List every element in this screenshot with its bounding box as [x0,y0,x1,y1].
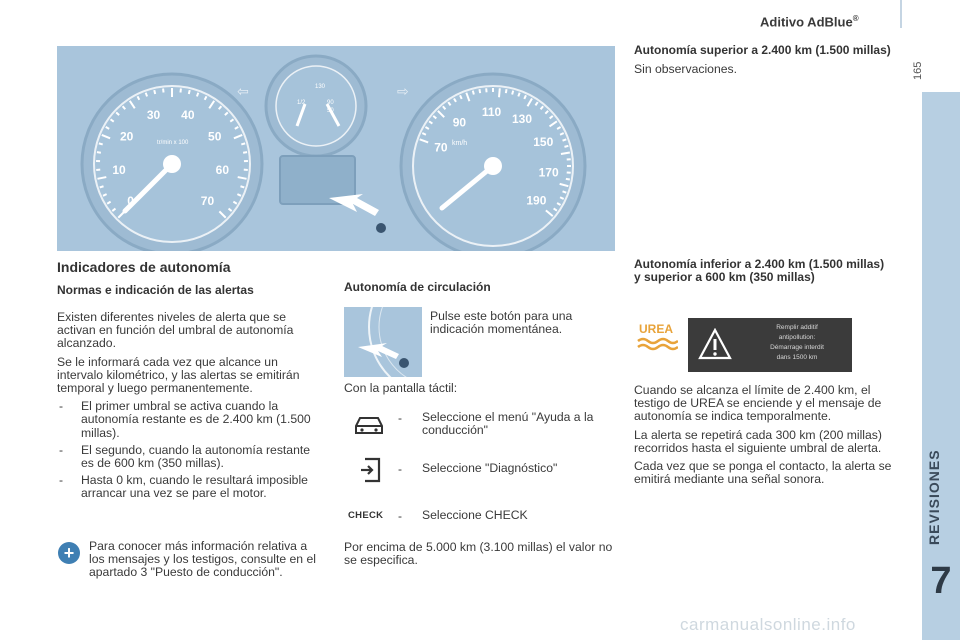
urea-text-2: La alerta se repetirá cada 300 km (200 millas) recorridos hasta el siguiente umbral de alerta. [634,427,882,455]
right-bottom [634,384,899,486]
gauge-tick [240,186,244,187]
urea-warning-display [634,318,852,372]
gauge-tick [189,90,190,94]
diagnostic-icon [359,457,381,488]
info-note [89,540,319,580]
gauge-tick [563,191,567,192]
urea-wave-icon [634,336,678,352]
gauge-tick [243,152,247,153]
chapter-number: 7 [930,560,952,602]
warning-line-4: dans 1500 km [776,354,818,361]
gauge-tick [563,139,567,140]
gauge-label: 190 [526,193,547,208]
gauge-label: 30 [146,107,161,122]
gauge-label: 40 [181,107,195,122]
right-top [634,44,894,76]
center-label-2: 90 [327,100,334,106]
center-label-1: 1/2 [297,100,306,106]
gauge-label: 170 [538,165,559,180]
info-plus-icon: + [58,542,80,564]
button-thumbnail [344,307,422,377]
urea-label: UREA [638,322,673,336]
gauge-label: 0 [127,193,134,208]
range-footnote: Por encima de 5.000 km (3.100 millas) el valor no se especifica. [344,540,613,568]
urea-indicator [634,322,678,366]
gauge-tick [566,179,570,180]
gauge-tick [97,152,101,153]
header-divider [900,0,902,28]
step-row-2: - Seleccione "Diagnóstico" [398,462,613,475]
footnote-wrap [344,541,619,567]
gauge-tick [506,89,507,93]
page-number: 165 [912,61,924,80]
alerts-subheading: Normas e indicación de las alertas [57,283,254,297]
gauge-tick [479,89,480,93]
list-item: - Hasta 0 km, cuando le resultará imposible arrancar una vez se pare el motor. [57,474,317,500]
gauge-label: 20 [119,129,134,144]
page-header-title [760,14,859,29]
warning-line-1: Remplir additif [776,324,818,331]
list-item: - El segundo, cuando la autonomía restante es de 600 km (350 millas). [57,444,317,470]
warning-message-screen [688,318,852,372]
right-mid-heading [634,258,894,284]
press-text-wrap [430,310,615,336]
section-heading: Indicadores de autonomía [57,259,231,275]
gauge-tick [99,143,103,144]
warning-triangle-icon [698,328,732,360]
middle-heading-wrap [344,281,614,294]
speed-unit-label: km/h [452,140,468,147]
center-label-3: 50 [327,108,334,114]
gauge-tick [146,93,147,97]
gauge-label: 70 [200,193,215,208]
header-title-text: Aditivo AdBlue [760,14,853,30]
press-text: Pulse este botón para una indicación momentánea. [430,309,573,337]
gauge-tick [154,90,155,94]
gauge-label: 50 [208,129,222,144]
touch-label: Con la pantalla táctil: [344,381,458,395]
step-1-text: Seleccione el menú "Ayuda a la conducción" [422,410,594,438]
header-title-sup: ® [852,14,859,23]
alerts-paragraph-2: Se le informará cada vez que alcance un intervalo kilométrico, y las alertas se emitirán temporal y luego permanentemente. [57,354,300,396]
gauge-label: 150 [533,134,554,149]
gauge-tick [499,88,500,97]
center-label-4: 130 [315,84,326,90]
gauge-label: 60 [215,162,230,177]
chapter-tab-label: REVISIONES [926,449,942,545]
warning-line-2: antipollution: [778,334,816,341]
instrument-cluster-drawing [57,46,615,251]
svg-text:⇦: ⇦ [237,84,249,100]
gauge-label: 90 [452,115,467,130]
car-icon [352,414,386,441]
alerts-list [57,400,317,500]
gauge-tick [473,91,474,95]
gauge-tick [518,93,519,97]
gauge-label: 10 [112,162,126,177]
trip-button [376,223,386,233]
list-item: - El primer umbral se activa cuando la autonomía restante es de 2.400 km (1.500 millas). [57,400,317,440]
step-2-text: Seleccione "Diagnóstico" [422,461,558,475]
rpm-unit-label: tr/min x 100 [157,140,189,146]
range-below-heading: Autonomía inferior a 2.400 km (1.500 millas) y superior a 600 km (350 millas) [634,257,885,284]
range-above-heading: Autonomía superior a 2.400 km (1.500 millas) [634,43,891,57]
range-above-text: Sin observaciones. [634,62,737,76]
urea-text-1: Cuando se alcanza el límite de 2.400 km, el testigo de UREA se enciende y el mensaje de autonomía se indica temporalmente. [634,383,882,424]
gauge-tick [241,143,245,144]
gauge-label: 110 [481,105,502,120]
gauge-tick [100,186,104,187]
gauge-tick [197,93,198,97]
gauge-label: 130 [512,112,533,127]
check-icon-label: CHECK [348,510,384,521]
range-heading: Autonomía de circulación [344,280,491,294]
left-column [57,259,317,505]
urea-text-3: Cada vez que se ponga el contacto, la alerta se emitirá mediante una señal sonora. [634,459,892,487]
alerts-paragraph-1: Existen diferentes niveles de alerta que se activan en función del umbral de autonomía alcanzado. [57,310,294,351]
warning-line-3: Démarrage interdit [770,344,824,351]
touch-label-wrap [344,382,457,395]
gauge-label: 70 [434,140,448,155]
svg-text:⇨: ⇨ [397,84,409,100]
gauge-tick [512,91,513,95]
step-3-text: Seleccione CHECK [422,508,528,522]
step-row-3: - Seleccione CHECK [398,509,613,522]
gauge-tick [564,146,568,147]
step-row-1: - Seleccione el menú "Ayuda a la conducción" [398,411,613,437]
button-thumbnail-drawing [344,307,422,377]
info-note-text: Para conocer más información relativa a los mensajes y los testigos, consulte en el apartado 3 "Puesto de conducción". [89,539,316,580]
chapter-tab [922,92,960,640]
footer-watermark: carmanualsonline.info [680,615,856,634]
dashboard-illustration [57,46,615,251]
warning-message-text [746,323,848,363]
